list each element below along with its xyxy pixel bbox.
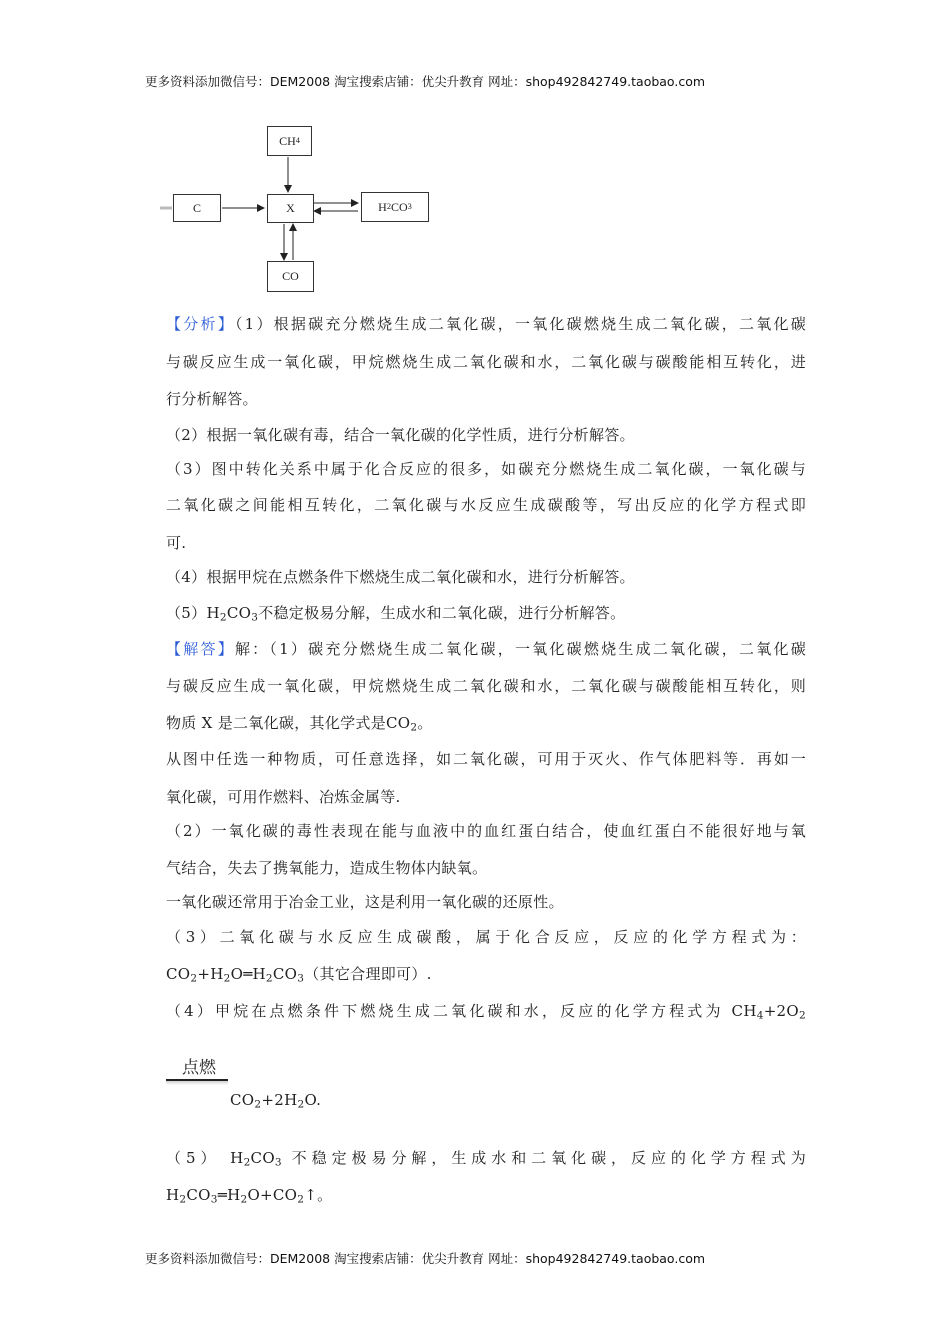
answer-line-7: 气结合，失去了携氧能力，造成生物体内缺氧。 bbox=[166, 859, 488, 877]
analysis-line-7: 可. bbox=[166, 534, 187, 552]
analysis-line-2: 与碳反应生成一氧化碳，甲烷燃烧生成二氧化碳和水，二氧化碳与碳酸能相互转化，进 bbox=[166, 353, 806, 371]
page-header: 更多资料添加微信号：DEM2008 淘宝搜索店铺：优尖升教育 网址：shop492842749.taobao.com bbox=[145, 74, 706, 89]
reaction-condition bbox=[166, 1053, 228, 1085]
node-co: CO bbox=[267, 261, 314, 292]
answer-line-6: （2）一氧化碳的毒性表现在能与血液中的血红蛋白结合，使血红蛋白不能很好地与氧 bbox=[166, 822, 806, 840]
answer-line-8: 一氧化碳还常用于冶金工业，这是利用一氧化碳的还原性。 bbox=[166, 893, 564, 911]
answer-tag: 【解答】 bbox=[166, 640, 235, 658]
answer-equation-2: $CO_2+2H_2O$. bbox=[230, 1091, 322, 1111]
answer-line-2: 与碳反应生成一氧化碳，甲烷燃烧生成二氧化碳和水，二氧化碳与碳酸能相互转化，则 bbox=[166, 677, 806, 695]
answer-line-5: 氧化碳，可用作燃料、冶炼金属等. bbox=[166, 788, 401, 806]
answer-equation-1: $CO_2+H_2O═H_2CO_3$（其它合理即可）. bbox=[166, 965, 432, 985]
analysis-tag: 【分析】 bbox=[166, 315, 235, 333]
answer-line-1: 【解答】解：（1）碳充分燃烧生成二氧化碳，一氧化碳燃烧生成二氧化碳，二氧化碳 bbox=[166, 640, 806, 658]
answer-line-11: （4）甲烷在点燃条件下燃烧生成二氧化碳和水，反应的化学方程式为 $CH_4+2O_2$ bbox=[166, 1002, 806, 1022]
analysis-line-5: （3）图中转化关系中属于化合反应的很多，如碳充分燃烧生成二氧化碳，一氧化碳与 bbox=[166, 460, 806, 478]
analysis-line-6: 二氧化碳之间能相互转化，二氧化碳与水反应生成碳酸等，写出反应的化学方程式即 bbox=[166, 496, 806, 514]
node-x: X bbox=[267, 194, 314, 223]
condition-label: 点燃 bbox=[182, 1058, 216, 1078]
conversion-diagram bbox=[160, 120, 460, 300]
analysis-line-9: $(5)H_2CO_3$不稳定极易分解，生成水和二氧化碳，进行分析解答。 bbox=[166, 604, 626, 624]
answer-equation-3: $H_2CO_3═H_2O+CO_2↑$。 bbox=[166, 1186, 333, 1206]
analysis-line-4: （2）根据一氧化碳有毒，结合一氧化碳的化学性质，进行分析解答。 bbox=[166, 426, 635, 444]
answer-line-3: 物质 X 是二氧化碳，其化学式是$CO_2$。 bbox=[166, 714, 433, 734]
answer-line-9: （3）二氧化碳与水反应生成碳酸，属于化合反应，反应的化学方程式为： bbox=[166, 928, 806, 946]
node-h2co3: H 2 CO 3 bbox=[361, 192, 429, 222]
node-c: C bbox=[173, 194, 221, 222]
analysis-line-1: 【分析】（1）根据碳充分燃烧生成二氧化碳，一氧化碳燃烧生成二氧化碳，二氧化碳 bbox=[166, 315, 806, 333]
node-ch4: CH 4 bbox=[267, 126, 312, 156]
page-footer: 更多资料添加微信号：DEM2008 淘宝搜索店铺：优尖升教育 网址：shop492842749.taobao.com bbox=[145, 1251, 706, 1266]
answer-line-13: （5） $H_2CO_3$ 不稳定极易分解，生成水和二氧化碳，反应的化学方程式为 bbox=[166, 1149, 806, 1169]
answer-line-4: 从图中任选一种物质，可任意选择，如二氧化碳，可用于灭火、作气体肥料等．再如一 bbox=[166, 750, 806, 768]
analysis-line-3: 行分析解答。 bbox=[166, 390, 258, 408]
analysis-line-8: （4）根据甲烷在点燃条件下燃烧生成二氧化碳和水，进行分析解答。 bbox=[166, 568, 635, 586]
